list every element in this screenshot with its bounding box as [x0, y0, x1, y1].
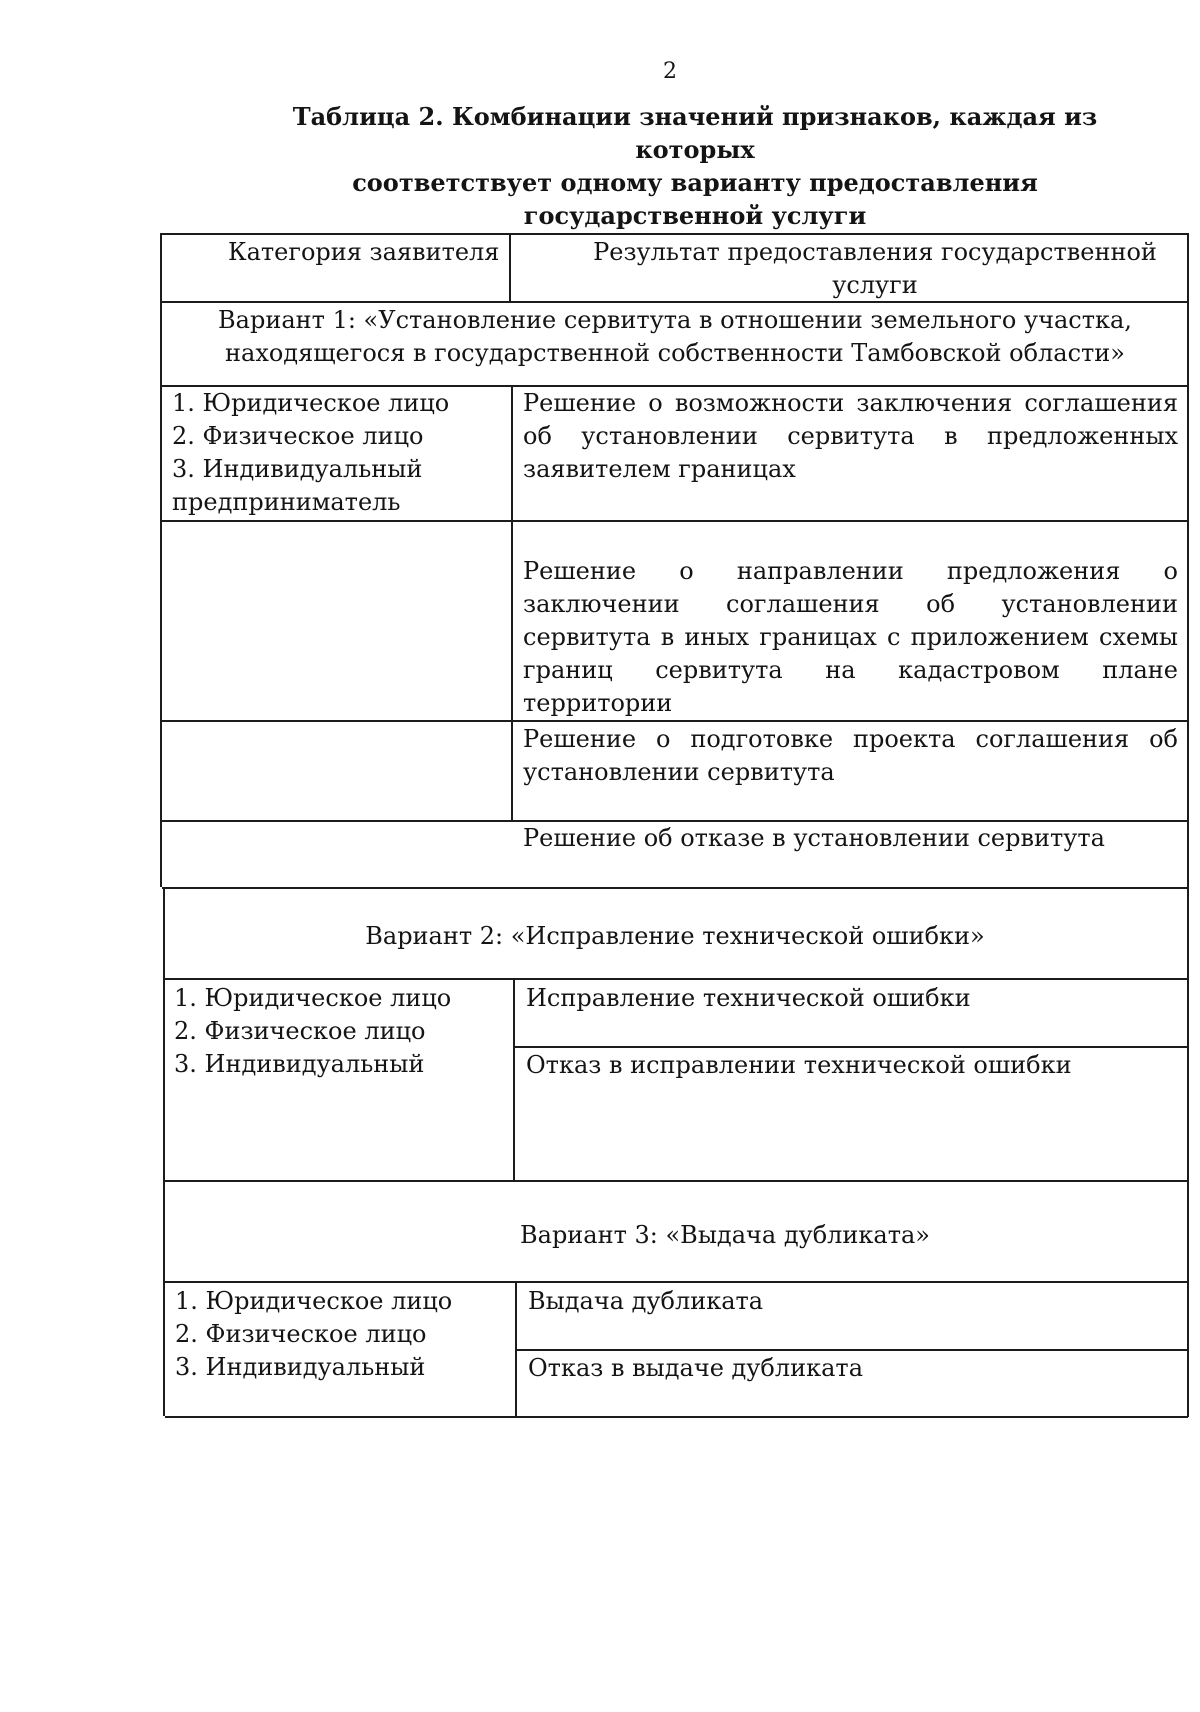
variant-3-result-2: Отказ в выдаче дубликата	[528, 1354, 864, 1382]
variant-2-categories	[174, 982, 509, 1081]
list-item: 3. Индивидуальный	[174, 1050, 425, 1078]
list-item: 2. Физическое лицо	[175, 1320, 427, 1348]
table-rule	[515, 1281, 517, 1416]
list-item: 3. Индивидуальный	[175, 1353, 426, 1381]
variant-1-result-2: Решение о направлении предложения о заключении соглашения об установлении сервитута в иных границах с приложением схемы границ сервитута на кадастровом плане территории	[523, 557, 1178, 717]
table-rule	[163, 887, 165, 1416]
variant-1-title	[170, 304, 1180, 370]
variant-1-result-3: Решение о подготовке проекта соглашения об установлении сервитута	[523, 725, 1178, 786]
table-rule	[160, 233, 1188, 235]
table-rule	[162, 720, 1188, 722]
variant-1-title-line-2: находящегося в государственной собственности Тамбовской области»	[225, 339, 1125, 367]
variant-1-categories	[172, 387, 507, 519]
table-rule	[164, 1180, 1188, 1182]
variant-1-result-4: Решение об отказе в установлении сервитута	[523, 824, 1105, 852]
table-rule	[515, 1349, 1188, 1351]
table-title-line-3: государственной услуги	[523, 201, 867, 230]
page-number: 2	[663, 59, 677, 84]
variant-3-categories	[175, 1285, 510, 1384]
variant-2-result-2: Отказ в исправлении технической ошибки	[526, 1051, 1072, 1079]
table-rule	[509, 233, 511, 301]
table-rule	[160, 233, 162, 887]
table-rule	[165, 1416, 1188, 1418]
header-category: Категория заявителя	[228, 238, 500, 266]
table-rule	[513, 978, 515, 1180]
variant-1-title-line-1: Вариант 1: «Установление сервитута в отношении земельного участка,	[218, 306, 1132, 334]
variant-1-result-1: Решение о возможности заключения соглашения об установлении сервитута в предложенных заявителем границах	[523, 389, 1178, 483]
variant-2-result-1: Исправление технической ошибки	[526, 984, 971, 1012]
table-rule	[160, 520, 1188, 522]
list-item: 2. Физическое лицо	[172, 422, 424, 450]
list-item: 1. Юридическое лицо	[174, 984, 452, 1012]
variant-2-title: Вариант 2: «Исправление технической ошибки»	[365, 922, 985, 950]
variant-3-title: Вариант 3: «Выдача дубликата»	[520, 1221, 930, 1249]
table-rule	[513, 1046, 1188, 1048]
variant-3-result-1: Выдача дубликата	[528, 1287, 764, 1315]
table-rule	[165, 1281, 1188, 1283]
list-item: 1. Юридическое лицо	[175, 1287, 453, 1315]
list-item: предприниматель	[172, 488, 401, 516]
table-rule	[1187, 233, 1189, 1417]
table-rule	[162, 887, 1188, 889]
header-result: Результат предоставления государственной услуги	[593, 238, 1157, 299]
table-title-line-2: соответствует одному варианту предоставления	[352, 168, 1038, 197]
list-item: 3. Индивидуальный	[172, 455, 423, 483]
list-item: 1. Юридическое лицо	[172, 389, 450, 417]
table-rule	[164, 978, 1188, 980]
table-rule	[511, 385, 513, 821]
table-title-line-1: Таблица 2. Комбинации значений признаков, каждая из которых	[292, 102, 1098, 164]
list-item: 2. Физическое лицо	[174, 1017, 426, 1045]
